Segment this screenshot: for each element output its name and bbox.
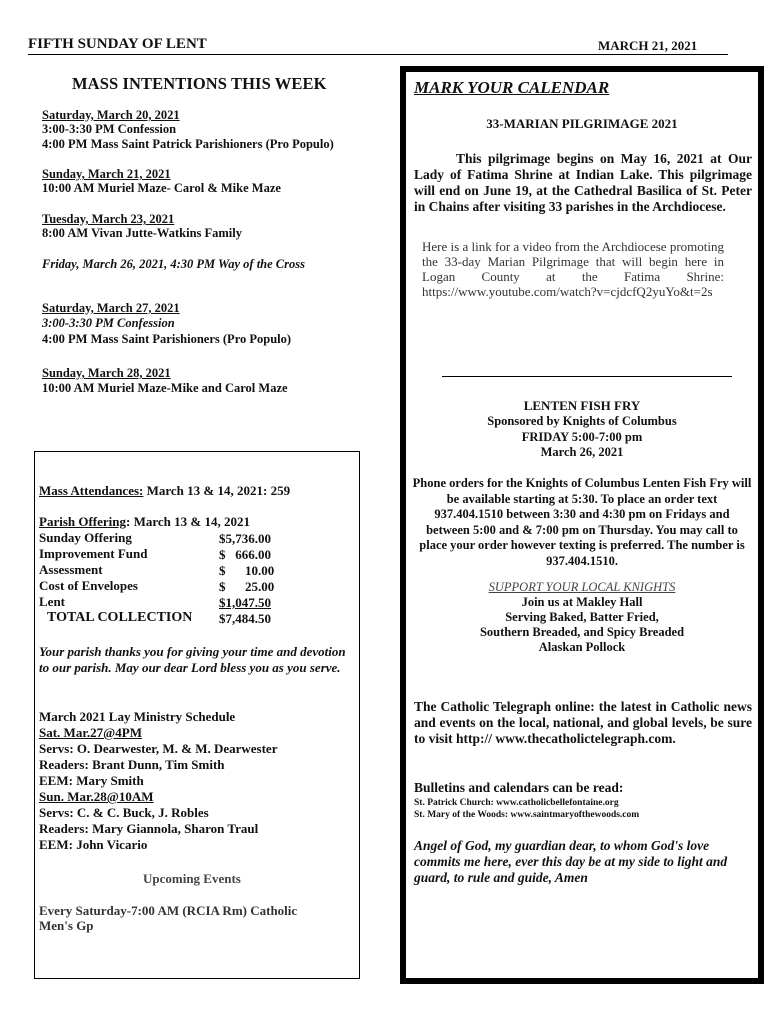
offering-value: : March 13 & 14, 2021	[126, 514, 250, 529]
fish-fry-join: Southern Breaded, and Spicy Breaded	[479, 625, 685, 639]
offering-row-amount: $1,047.50	[219, 595, 271, 610]
offering-row-label: Lent	[39, 594, 65, 609]
offering-row-amount: $ 25.00	[219, 579, 275, 594]
finance-box	[34, 451, 360, 979]
offering-row-amount: $5,736.00	[219, 531, 271, 546]
ministry-title: March 2021 Lay Ministry Schedule	[39, 709, 236, 724]
intention-date: Saturday, March 27, 2021	[42, 301, 180, 315]
bulletin-title: FIFTH SUNDAY OF LENT	[28, 36, 207, 52]
section-divider	[442, 376, 732, 377]
telegraph-text: The Catholic Telegraph online: the latest in Catholic news and events on the local, national, and global levels, be sure to visit http:// www.thecatholictelegraph.com.	[414, 699, 752, 746]
fish-fry-join: Serving Baked, Batter Fried,	[505, 610, 659, 624]
ministry-line: Servs: O. Dearwester, M. & M. Dearwester	[39, 741, 278, 756]
intention-date: Tuesday, March 23, 2021	[42, 212, 175, 226]
intention-line: 4:00 PM Mass Saint Patrick Parishioners (Pro Populo)	[42, 137, 334, 151]
video-link-text[interactable]: Here is a link for a video from the Archdiocese promoting the 33-day Marian Pilgrimage that will begin here in Logan County at the Fatima Shrine: https://www.youtube.com/watch?v=cjdcfQ2yuYo&t=2s	[422, 239, 724, 299]
pilgrimage-title: 33-MARIAN PILGRIMAGE 2021	[486, 116, 678, 131]
support-knights: SUPPORT YOUR LOCAL KNIGHTS	[488, 580, 676, 594]
intention-line: 8:00 AM Vivan Jutte-Watkins Family	[42, 226, 243, 240]
offering-row-label: Assessment	[39, 562, 103, 577]
attendance-value: March 13 & 14, 2021: 259	[143, 483, 291, 498]
upcoming-title: Upcoming Events	[143, 871, 241, 886]
phone-orders-text: Phone orders for the Knights of Columbus Lenten Fish Fry will be available starting at 5:30. To place an order text 937.404.1510 between 3:30 and 4:30 pm on Fridays and between 5:00 and & 7:00 pm on Thursday. You may call to place your order however texting is preferred. The number is 937.404.1510.	[412, 476, 752, 568]
attendance-label: Mass Attendances:	[39, 483, 144, 498]
intention-line: 3:00-3:30 PM Confession	[42, 316, 175, 330]
ministry-line: Readers: Mary Giannola, Sharon Traul	[39, 821, 259, 836]
fish-fry-title: LENTEN FISH FRY	[523, 398, 641, 413]
intention-line: 10:00 AM Muriel Maze-Mike and Carol Maze	[42, 381, 288, 395]
offering-row-label: Cost of Envelopes	[39, 578, 138, 593]
calendar-box	[400, 66, 764, 984]
offering-line	[39, 515, 250, 529]
intention-date: Sunday, March 21, 2021	[42, 167, 171, 181]
fish-fry-join: Alaskan Pollock	[538, 640, 626, 654]
offering-row-label: Improvement Fund	[39, 546, 148, 561]
bulletins-link[interactable]: St. Patrick Church: www.catholicbellefontaine.org	[414, 798, 619, 808]
ministry-line: Readers: Brant Dunn, Tim Smith	[39, 757, 225, 772]
fish-fry-line: March 26, 2021	[540, 445, 624, 459]
bulletins-link[interactable]: St. Mary of the Woods: www.saintmaryofthewoods.com	[414, 810, 640, 820]
intention-line: 4:00 PM Mass Saint Parishioners (Pro Populo)	[42, 332, 292, 346]
fish-fry-join: Join us at Makley Hall	[521, 595, 643, 609]
total-label: TOTAL COLLECTION	[47, 610, 193, 625]
ministry-line: EEM: Mary Smith	[39, 773, 144, 788]
upcoming-line: Men's Gp	[39, 918, 94, 933]
fish-fry-line: FRIDAY 5:00-7:00 pm	[521, 430, 643, 444]
fish-fry-line: Sponsored by Knights of Columbus	[487, 414, 677, 428]
bulletins-title: Bulletins and calendars can be read:	[414, 780, 624, 795]
calendar-title: MARK YOUR CALENDAR	[414, 78, 610, 97]
total-amount: $7,484.50	[219, 611, 271, 626]
pilgrimage-text: This pilgrimage begins on May 16, 2021 at Our Lady of Fatima Shrine at Indian Lake. This pilgrimage will end on June 19, at the Cathedral Basilica of St. Peter in Chains after visiting 33 parishes in the Archdiocese.	[414, 151, 752, 214]
intention-line: 10:00 AM Muriel Maze- Carol & Mike Maze	[42, 181, 281, 195]
attendance-line	[39, 484, 290, 498]
offering-row-amount: $ 10.00	[219, 563, 275, 578]
header-rule	[28, 54, 728, 55]
mass-intentions-title: MASS INTENTIONS THIS WEEK	[72, 74, 327, 93]
intention-date: Saturday, March 20, 2021	[42, 108, 180, 122]
intention-line: Friday, March 26, 2021, 4:30 PM Way of the Cross	[42, 257, 305, 271]
bulletin-date: MARCH 21, 2021	[598, 38, 698, 53]
upcoming-line: Every Saturday-7:00 AM (RCIA Rm) Catholic	[39, 903, 298, 918]
ministry-line: Servs: C. & C. Buck, J. Robles	[39, 805, 209, 820]
offering-label: Parish Offering	[39, 514, 127, 529]
ministry-line: EEM: John Vicario	[39, 837, 148, 852]
offering-row-amount: $ 666.00	[219, 547, 271, 562]
guardian-angel-prayer: Angel of God, my guardian dear, to whom God's love commits me here, ever this day be at my side to light and guard, to rule and guide, Amen	[414, 838, 728, 885]
ministry-date: Sat. Mar.27@4PM	[39, 725, 142, 740]
offering-row-label: Sunday Offering	[39, 530, 132, 545]
ministry-date: Sun. Mar.28@10AM	[39, 789, 154, 804]
intention-line: 3:00-3:30 PM Confession	[42, 122, 177, 136]
blessing-text: Your parish thanks you for giving your time and devotion to our parish. May our dear Lord bless you as you serve.	[39, 644, 346, 675]
intention-date: Sunday, March 28, 2021	[42, 366, 171, 380]
